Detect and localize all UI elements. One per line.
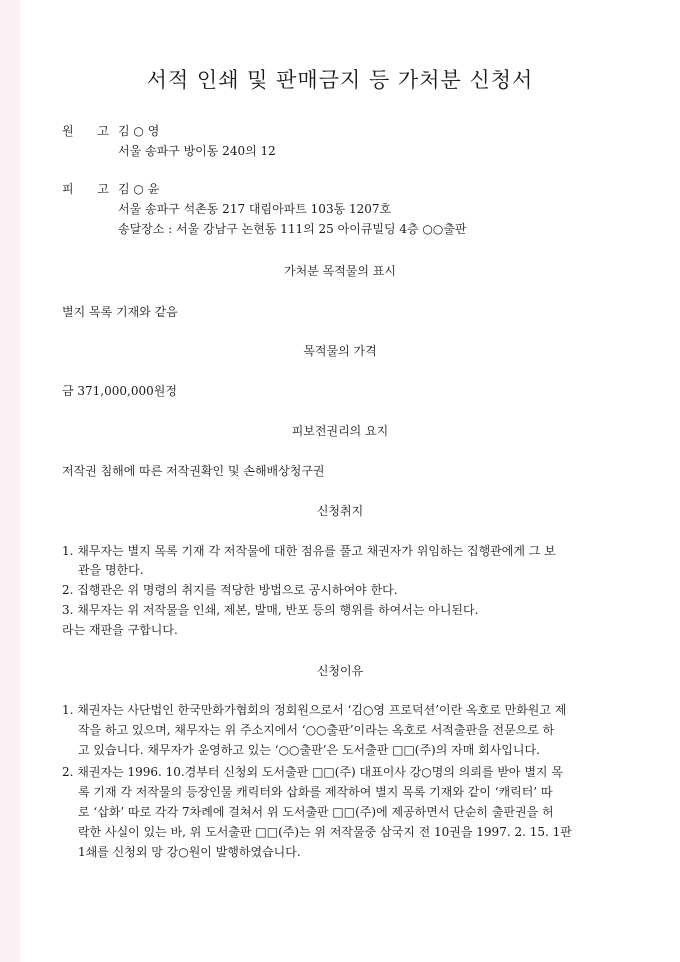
defendant-name: 김 ○ 윤 bbox=[118, 182, 160, 196]
document-title: 서적 인쇄 및 판매금지 등 가처분 신청서 bbox=[146, 68, 534, 92]
purpose-item: 2. 집행관은 위 명령의 취지를 적당한 방법으로 공시하여야 한다. bbox=[62, 583, 398, 597]
value-text: 금 371,000,000원정 bbox=[62, 384, 177, 398]
reason-line: 록 기재 각 저작물의 등장인물 캐릭터와 삽화를 제작하여 별지 목록 기재와 같이 ‘캐릭터’ 따 bbox=[78, 785, 553, 799]
object-heading: 가처분 목적물의 표시 bbox=[284, 264, 396, 278]
reason-line: 로 ‘삽화’ 따로 각각 7차례에 걸쳐서 위 도서출판 □□(주)에 제공하면서 단순히 출판권을 허 bbox=[78, 805, 554, 819]
purpose-heading: 신청취지 bbox=[316, 504, 364, 518]
reason-line: 고 있습니다. 채무자가 운영하고 있는 ‘○○출판’은 도서출판 □□(주)의 자매 회사입니다. bbox=[78, 743, 540, 757]
purpose-item: 3. 채무자는 위 저작물을 인쇄, 제본, 발매, 반포 등의 행위를 하여서는 아니된다. bbox=[62, 603, 479, 617]
plaintiff-address: 서울 송파구 방이동 240의 12 bbox=[118, 144, 276, 158]
reason-heading: 신청이유 bbox=[316, 664, 364, 678]
plaintiff-name: 김 ○ 영 bbox=[118, 124, 160, 138]
right-heading: 피보전권리의 요지 bbox=[291, 424, 389, 438]
right-text: 저작권 침해에 따른 저작권확인 및 손해배상청구권 bbox=[62, 464, 325, 478]
defendant-service-address: 송달장소 : 서울 강남구 논현동 111의 25 아이큐빌딩 4층 ○○출판 bbox=[118, 222, 467, 236]
reason-line: 2. 채권자는 1996. 10.경부터 신청외 도서출판 □□(주) 대표이사 강○명의 의뢰를 받아 별지 목 bbox=[62, 765, 563, 779]
purpose-item: 관을 명한다. bbox=[78, 563, 144, 577]
value-heading: 목적물의 가격 bbox=[303, 344, 377, 358]
reason-line: 작을 하고 있으며, 채무자는 위 주소지에서 ‘○○출판’이라는 옥호로 서적출판을 전문으로 하 bbox=[78, 723, 555, 737]
defendant-address: 서울 송파구 석촌동 217 대림아파트 103동 1207호 bbox=[118, 202, 392, 216]
purpose-closing: 라는 재판을 구합니다. bbox=[62, 623, 178, 637]
plaintiff-label: 원 고 bbox=[62, 124, 119, 138]
reason-line: 1쇄를 신청외 망 강○원이 발행하였습니다. bbox=[78, 845, 301, 859]
defendant-label: 피 고 bbox=[62, 182, 119, 196]
reason-line: 락한 사실이 있는 바, 위 도서출판 □□(주)는 위 저작물중 삼국지 전 10권을 1997. 2. 15. 1판 bbox=[78, 825, 572, 839]
object-text: 별지 목록 기재와 같음 bbox=[62, 305, 178, 319]
reason-line: 1. 채권자는 사단법인 한국만화가협회의 정회원으로서 ‘김○영 프로덕션’이란 옥호로 만화원고 제 bbox=[62, 703, 567, 717]
purpose-item: 1. 채무자는 별지 목록 기재 각 저작물에 대한 점유를 풀고 채권자가 위임하는 집행관에게 그 보 bbox=[62, 544, 556, 558]
